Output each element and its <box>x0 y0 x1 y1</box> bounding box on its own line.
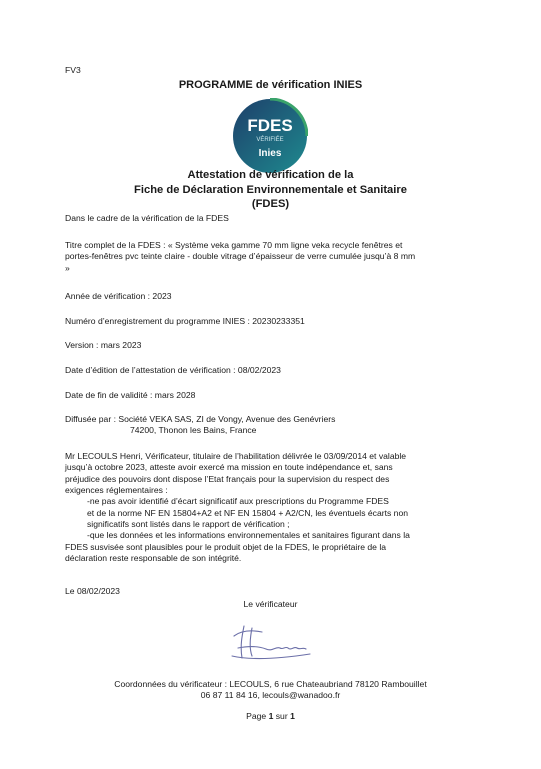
form-code: FV3 <box>65 65 81 75</box>
signature-stroke <box>234 631 262 636</box>
bullet-2-line: FDES susvisée sont plausibles pour le produit objet de la FDES, le propriétaire de la <box>65 541 387 552</box>
handwritten-signature <box>222 616 318 664</box>
full-title-line-2: portes-fenêtres pvc teinte claire - double vitrage d’épaisseur de verre cumulée jusqu’à 8 mm <box>65 251 416 262</box>
bullet-2-line: -que les données et les informations environnementales et sanitaires figurant dans la <box>87 530 410 541</box>
bullet-2-line: déclaration reste responsable de son intégrité. <box>65 553 242 564</box>
statement-line: exigences réglementaires : <box>65 485 168 496</box>
signature-stroke <box>241 626 244 658</box>
verifier-statement <box>65 451 480 564</box>
distributed-line-2: 74200, Thonon les Bains, France <box>130 425 257 436</box>
intro-text: Dans le cadre de la vérification de la FDES <box>65 213 229 223</box>
logo-text-fdes: FDES <box>247 116 293 135</box>
attestation-title <box>0 168 541 212</box>
bullet-1-line: et de la norme NF EN 15804+A2 et NF EN 15804 + A2/CN, les éventuels écarts non <box>87 507 409 518</box>
verifier-contact <box>0 679 541 702</box>
title-line-3: (FDES) <box>251 198 290 211</box>
full-title-line-3: » <box>65 262 70 273</box>
statement-line: jusqu’à octobre 2023, atteste avoir exercé ma mission en toute indépendance et, sans <box>65 462 393 473</box>
fdes-verified-logo <box>232 98 308 174</box>
distributed-line-1: Diffusée par : Société VEKA SAS, ZI de Vongy, Avenue des Genévriers <box>65 414 336 424</box>
statement-line: préjudice des pouvoirs dont dispose l’Etat français pour la supervision du respect des <box>65 473 390 484</box>
fdes-full-title <box>65 240 480 274</box>
page-label: Page <box>246 711 267 721</box>
signer-label: Le vérificateur <box>243 599 298 609</box>
page-current: 1 <box>268 711 274 721</box>
page-number <box>0 711 541 722</box>
contact-line-1: Coordonnées du vérificateur : LECOULS, 6 rue Chateaubriand 78120 Rambouillet <box>114 679 427 689</box>
edition-date: Date d’édition de l’attestation de vérification : 08/02/2023 <box>65 365 281 375</box>
page-of-label: sur <box>275 711 288 721</box>
registration-number: Numéro d’enregistrement du programme INIES : 20230233351 <box>65 316 305 326</box>
bullet-1-line: significatifs sont listés dans le rapport de vérification ; <box>87 519 290 530</box>
title-line-2: Fiche de Déclaration Environnementale et Sanitaire <box>134 183 407 196</box>
version: Version : mars 2023 <box>65 340 142 350</box>
contact-line-2: 06 87 11 84 16, lecouls@wanadoo.fr <box>200 690 341 701</box>
signature-stroke <box>250 628 252 656</box>
full-title-line-1: Titre complet de la FDES : « Système veka gamme 70 mm ligne veka recycle fenêtres et <box>65 240 403 250</box>
signature-stroke <box>232 654 310 658</box>
validity-end-date: Date de fin de validité : mars 2028 <box>65 390 196 400</box>
signature-stroke <box>238 647 306 650</box>
title-line-1: Attestation de vérification de la <box>187 169 354 181</box>
distributed-by <box>65 414 480 437</box>
program-title: PROGRAMME de vérification INIES <box>178 79 363 91</box>
statement-line: Mr LECOULS Henri, Vérificateur, titulaire de l’habilitation délivrée le 03/09/2014 et valable <box>65 451 407 461</box>
logo-text-verifiee: VÉRIFIÉE <box>256 137 284 143</box>
place-date: Le 08/02/2023 <box>65 586 120 596</box>
bullet-1-line: -ne pas avoir identifié d’écart significatif aux prescriptions du Programme FDES <box>87 496 389 507</box>
logo-text-inies: Inies <box>258 148 282 159</box>
verification-year: Année de vérification : 2023 <box>65 291 172 301</box>
page-total: 1 <box>290 711 295 721</box>
